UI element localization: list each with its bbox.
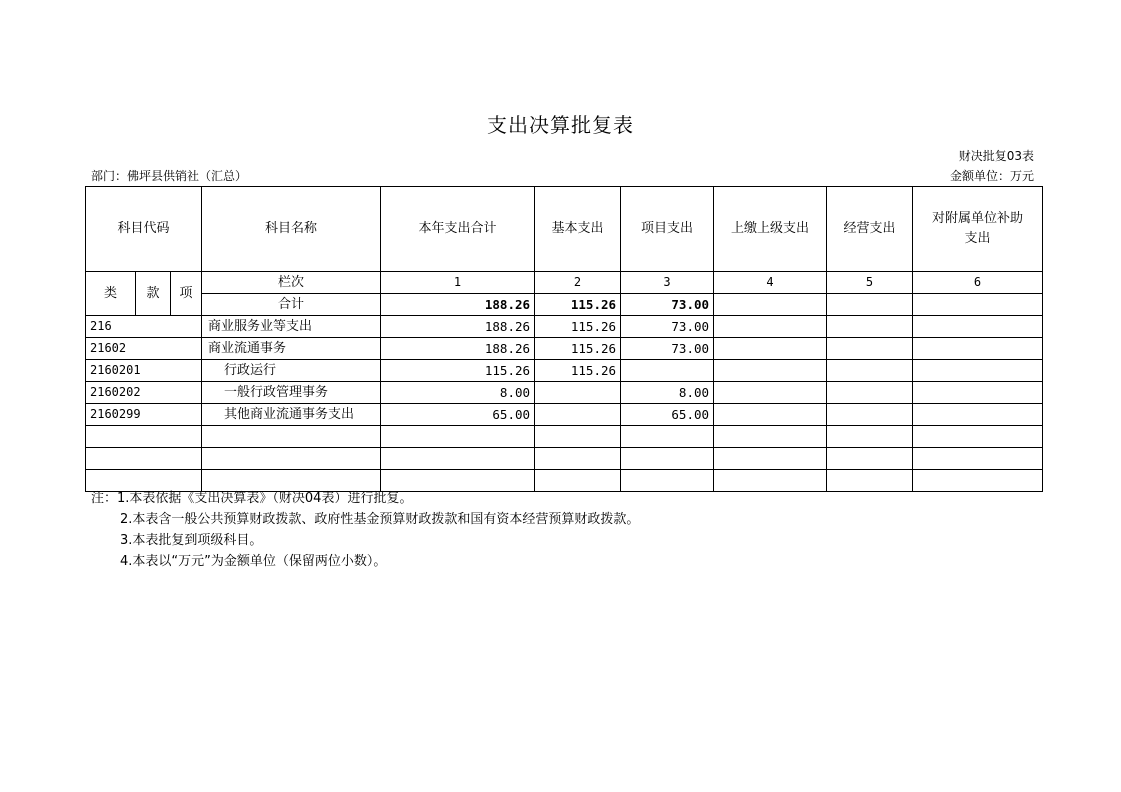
row-total: 8.00 [381, 382, 535, 404]
table-row [86, 404, 1043, 426]
amount-unit-label: 金额单位：万元 [949, 169, 1034, 183]
row-total: 188.26 [381, 338, 535, 360]
header-upper: 上缴上级支出 [714, 187, 827, 272]
sum-label: 合计 [202, 294, 381, 316]
col-number: 2 [535, 272, 621, 294]
row-project: 73.00 [621, 338, 714, 360]
row-name: 商业服务业等支出 [202, 316, 381, 338]
header-lei: 类 [86, 272, 136, 316]
row-total: 188.26 [381, 316, 535, 338]
row-basic: 115.26 [535, 360, 621, 382]
table-row [86, 360, 1043, 382]
sum-basic: 115.26 [535, 294, 621, 316]
form-number: 财决批复03表 [958, 149, 1034, 163]
note-line: 3.本表批复到项级科目。 [120, 533, 263, 548]
col-number: 3 [621, 272, 714, 294]
header-name: 科目名称 [202, 187, 381, 272]
sum-project: 73.00 [621, 294, 714, 316]
row-code: 21602 [86, 338, 202, 360]
header-basic: 基本支出 [535, 187, 621, 272]
row-name: 行政运行 [202, 360, 381, 382]
row-project: 73.00 [621, 316, 714, 338]
page-title: 支出决算批复表 [487, 113, 634, 137]
header-subsidy: 对附属单位补助支出 [913, 187, 1043, 272]
header-xiang: 项 [171, 272, 202, 316]
header-business: 经营支出 [827, 187, 913, 272]
table-row [86, 338, 1043, 360]
row-total: 65.00 [381, 404, 535, 426]
col-number: 5 [827, 272, 913, 294]
row-name: 一般行政管理事务 [202, 382, 381, 404]
notes [91, 488, 639, 572]
table-row [86, 382, 1043, 404]
empty-row [86, 426, 1043, 448]
note-line: 4.本表以“万元”为金额单位（保留两位小数）。 [120, 554, 387, 569]
row-code: 2160201 [86, 360, 202, 382]
row-code: 2160202 [86, 382, 202, 404]
sum-total: 188.26 [381, 294, 535, 316]
table-row [86, 316, 1043, 338]
row-project: 65.00 [621, 404, 714, 426]
row-basic: 115.26 [535, 316, 621, 338]
column-number-row [86, 272, 1043, 294]
header-row [86, 187, 1043, 272]
col-number: 1 [381, 272, 535, 294]
row-basic: 115.26 [535, 338, 621, 360]
header-kuan: 款 [136, 272, 171, 316]
row-project: 8.00 [621, 382, 714, 404]
row-basic [535, 404, 621, 426]
sum-row [86, 294, 1043, 316]
row-code: 2160299 [86, 404, 202, 426]
column-no-label: 栏次 [202, 272, 381, 294]
col-number: 6 [913, 272, 1043, 294]
row-project [621, 360, 714, 382]
expenditure-table [85, 186, 1043, 492]
row-basic [535, 382, 621, 404]
note-line: 2.本表含一般公共预算财政拨款、政府性基金预算财政拨款和国有资本经营预算财政拨款。 [120, 512, 640, 527]
header-total: 本年支出合计 [381, 187, 535, 272]
note-line: 注：1.本表依据《支出决算表》（财决04表）进行批复。 [91, 491, 413, 506]
col-number: 4 [714, 272, 827, 294]
header-code: 科目代码 [86, 187, 202, 272]
department-label: 部门：佛坪县供销社（汇总） [91, 169, 248, 183]
empty-row [86, 448, 1043, 470]
row-name: 其他商业流通事务支出 [202, 404, 381, 426]
row-name: 商业流通事务 [202, 338, 381, 360]
row-total: 115.26 [381, 360, 535, 382]
header-project: 项目支出 [621, 187, 714, 272]
row-code: 216 [86, 316, 202, 338]
